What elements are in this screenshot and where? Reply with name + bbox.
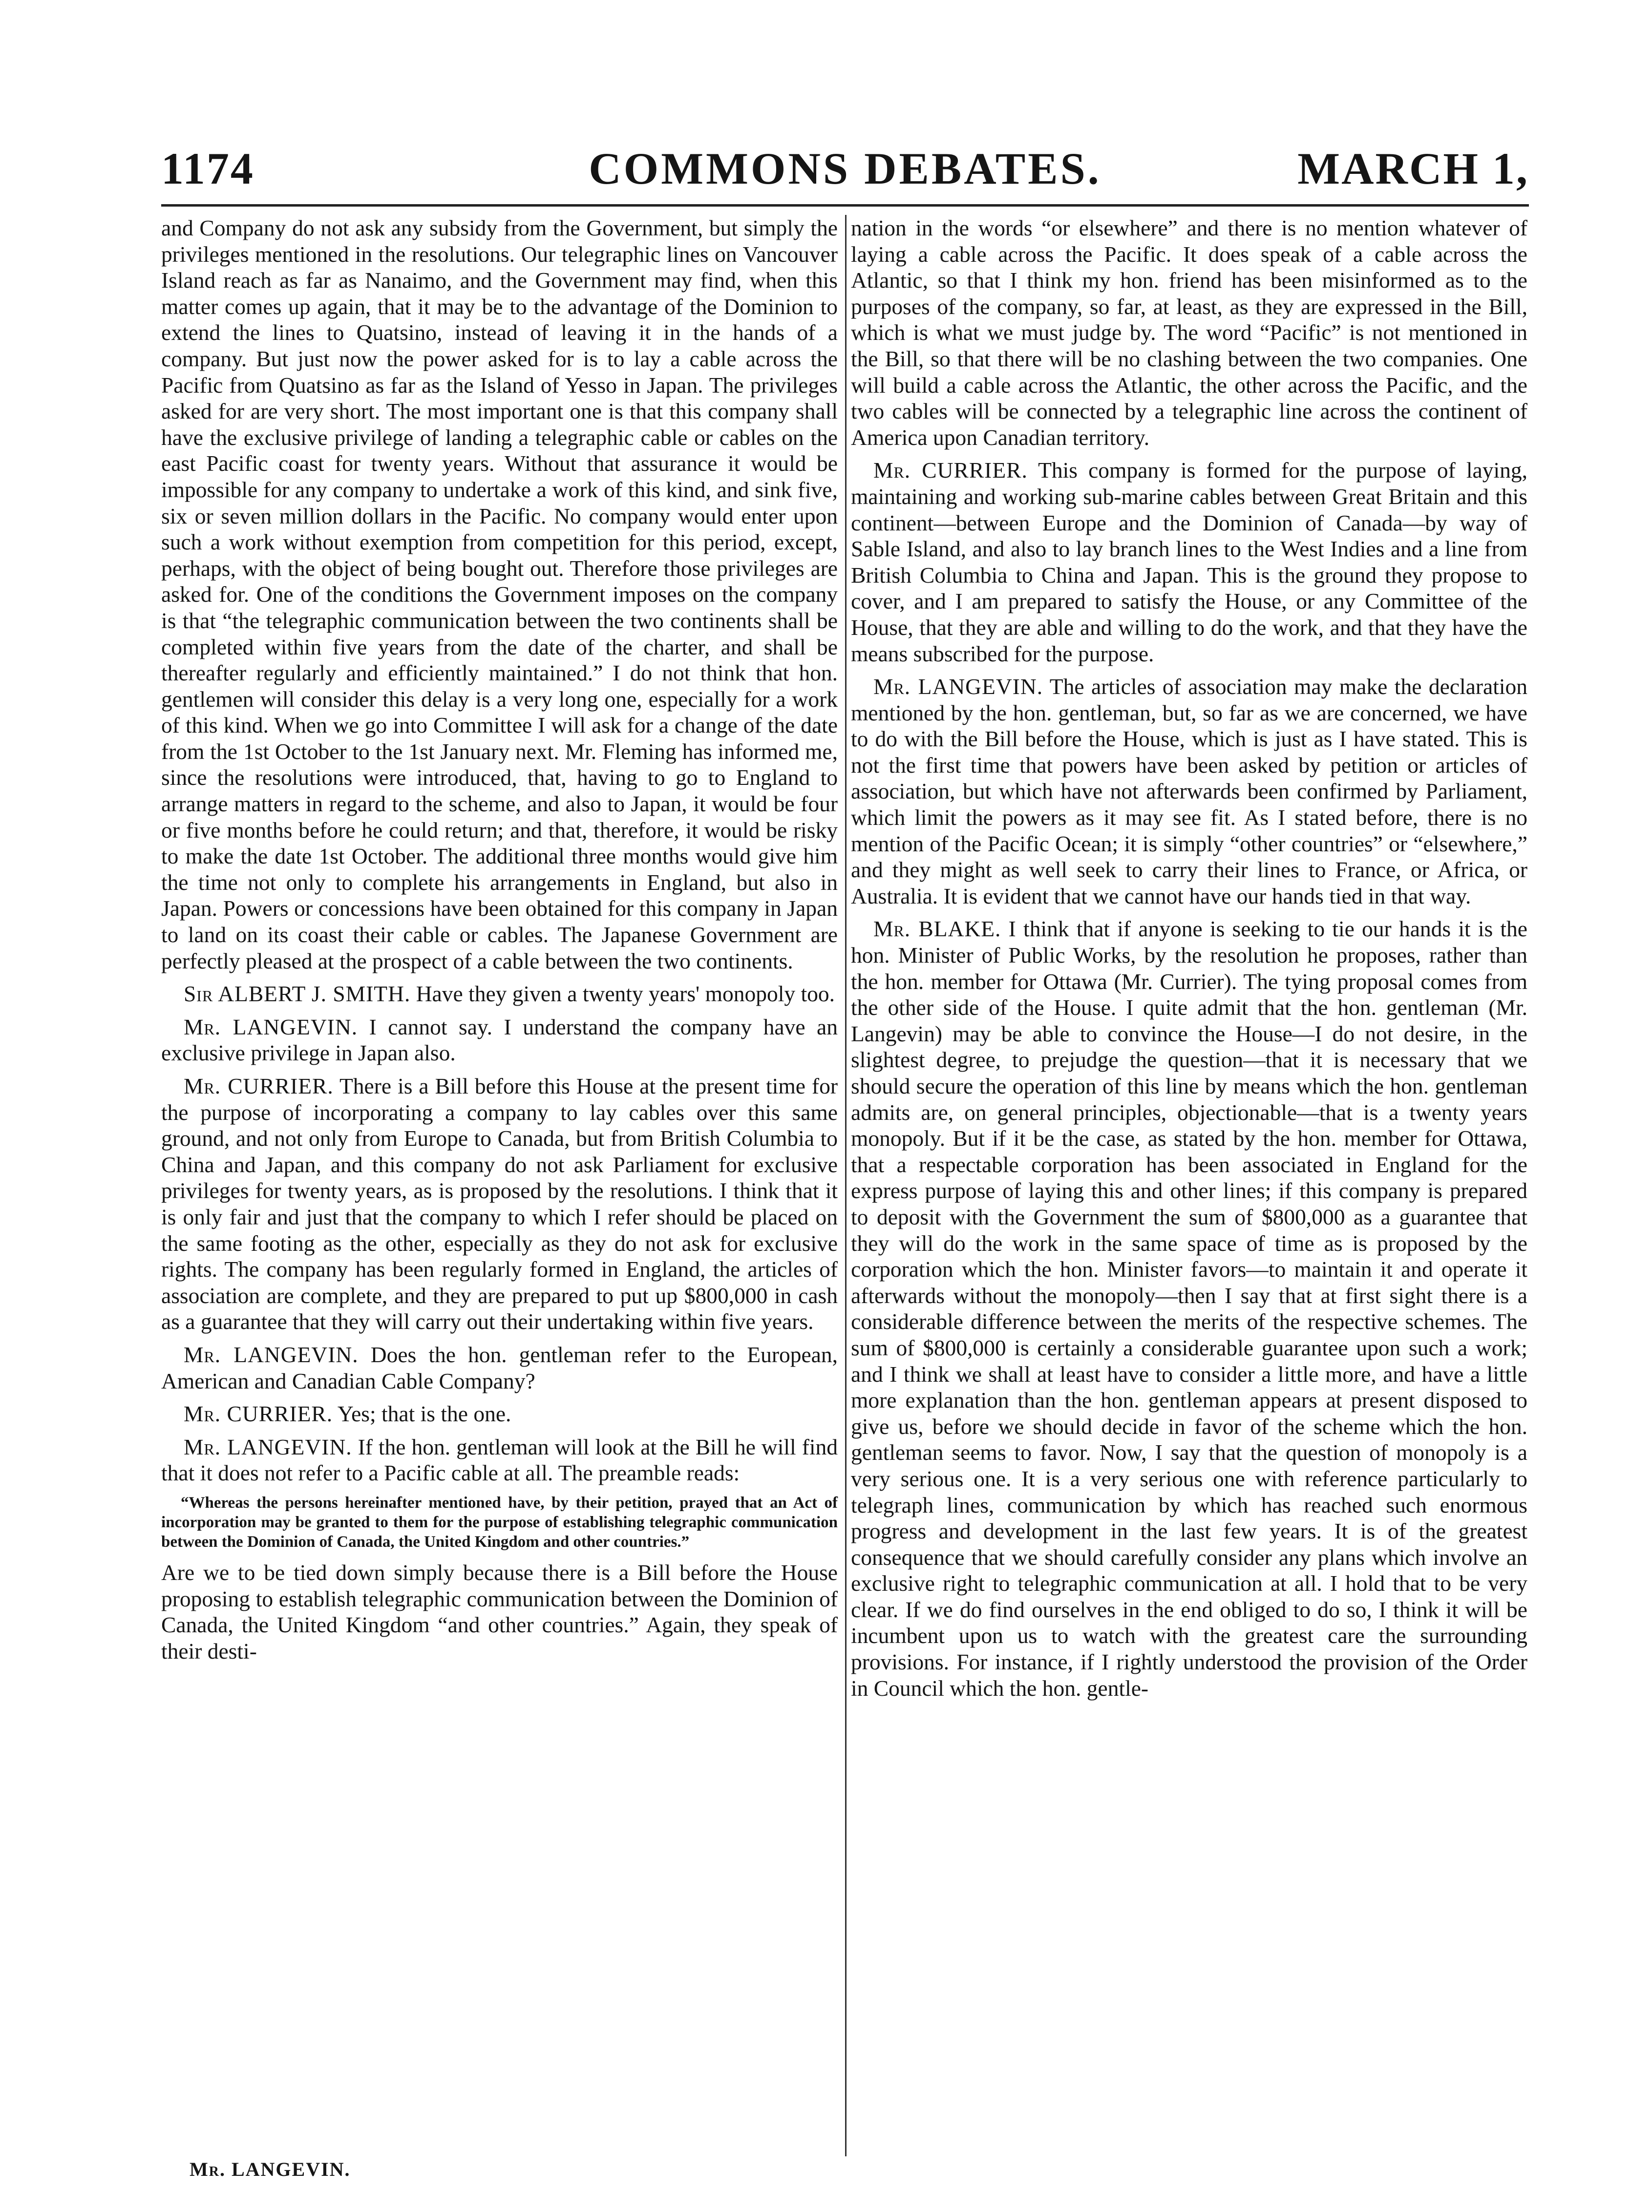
paragraph — [161, 1342, 838, 1394]
speaker-name: Mr. LANGEVIN. — [873, 674, 1043, 699]
paragraph — [161, 1401, 838, 1427]
journal-title: COMMONS DEBATES. — [589, 144, 1101, 193]
paragraph — [851, 457, 1527, 667]
speaker-name: Mr. BLAKE. — [873, 916, 1001, 942]
catchword: Mr. LANGEVIN. — [190, 2158, 351, 2180]
speech-text: I cannot say. I understand the company have an exclusive privilege in Japan also. — [161, 1014, 838, 1066]
paragraph — [161, 1073, 838, 1335]
speaker-name: Mr. LANGEVIN. — [184, 1342, 359, 1367]
paragraph — [161, 981, 838, 1007]
speech-text: The articles of association may make the declaration mentioned by the hon. gentleman, but, so far as we are concerned, we have to do with the Bill before the House, which is just as I have stated. This is not the first time that powers have been asked by petition or articles of association, but which have not afterwards been confirmed by Parliament, which limit the powers as it may see fit. As I stated before, there is no mention of the Pacific Ocean; it is simply “other countries” or “elsewhere,” and they might as well seek to carry their lines to France, or Africa, or Australia. It is evident that we cannot have our hands tied in that way. — [851, 674, 1527, 908]
header-rule — [161, 204, 1529, 207]
column-divider — [845, 215, 847, 2156]
speech-text: I think that if anyone is seeking to tie our hands it is the hon. Minister of Public Works, by the resolution he proposes, rather than the hon. member for Ottawa (Mr. Currier). The tying proposal comes from the other side of the House. I quite admit that the hon. gentleman (Mr. Langevin) may be able to convince the House—I do not desire, in the slightest degree, to prejudge the question—that it is necessary that we should secure the operation of this line by means which the hon. gentleman admits are, on general principles, objectionable—that is a twenty years monopoly. But if it be the case, as stated by the hon. member for Ottawa, that a respectable corporation has been associated in England for the express purpose of laying this and other lines; if this company is prepared to deposit with the Government the sum of $800,000 as a guarantee that they will do the work in the same space of time as is proposed by the corporation which the hon. Minister favors—to maintain it and operate it afterwards without the monopoly—then I say that at first sight there is a considerable difference between the merits of the respective schemes. The sum of $800,000 is certainly a considerable guarantee upon such a work; and I think we shall at least have to consider a little more, and have a little more explanation than the hon. gentleman appears at present disposed to give us, before we should decide in favor of the scheme which the hon. gentleman seems to favor. Now, I say that the question of monopoly is a very serious one. It is a very serious one with reference particularly to telegraph lines, communication by which has reached such enormous progress and development in the last few years. It is of the greatest consequence that we should carefully consider any plans which involve an exclusive right to telegraphic communication at all. I hold that to be very clear. If we do find ourselves in the end obliged to do so, I think it will be incumbent upon us to watch with the greatest care the surrounding provisions. For instance, if I rightly understood the provision of the Order in Council which the hon. gentle- — [851, 916, 1528, 1701]
paragraph — [851, 916, 1527, 1701]
page-header — [161, 143, 1529, 196]
page-date: MARCH 1, — [1297, 144, 1529, 193]
speech-text: Yes; that is the one. — [337, 1401, 511, 1427]
speech-text: Have they given a twenty years' monopoly too. — [416, 981, 835, 1007]
speaker-name: Mr. CURRIER. — [184, 1401, 333, 1427]
speech-text: There is a Bill before this House at the present time for the purpose of incorporating a company to lay cables over this same ground, and not only from Europe to Canada, but from British Columbia to China and Japan, and this company do not ask Parliament for exclusive privileges for twenty years, as is proposed by the resolutions. I think that it is only fair and just that the company to which I refer should be placed on the same footing as the other, especially as they do not ask for exclusive rights. The company has been regularly formed in England, the articles of association are complete, and they are prepared to put up $800,000 in cash as a guarantee that they will carry out their undertaking within five years. — [161, 1074, 838, 1334]
page-number: 1174 — [161, 144, 254, 193]
paragraph: and Company do not ask any subsidy from the Government, but simply the privileges mentioned in the resolutions. Our telegraphic lines on Vancouver Island reach as far as Nanaimo, and the Government may find, when this matter comes up again, that it may be to the advantage of the Dominion to extend the lines to Quatsino, instead of leaving it in the hands of a company. But just now the power asked for is to lay a cable across the Pacific from Quatsino as far as the Island of Yesso in Japan. The privileges asked for are very short. The most important one is that this company shall have the exclusive privilege of landing a telegraphic cable or cables on the east Pacific coast for twenty years. Without that assurance it would be impossible for any company to undertake a work of this kind, and sink five, six or seven million dollars in the Pacific. No company would enter upon such a work without exemption from competition for this period, except, perhaps, with the object of being bought out. Therefore those privileges are asked for. One of the conditions the Government imposes on the company is that “the telegraphic communication between the two continents shall be completed within five years from the date of the charter, and shall be thereafter regularly and efficiently maintained.” I do not think that hon. gentlemen will consider this delay is a very long one, especially for a work of this kind. When we go into Committee I will ask for a change of the date from the 1st October to the 1st January next. Mr. Fleming has informed me, since the resolutions were introduced, that, having to go to England to arrange matters in regard to the scheme, and also to Japan, it would be four or five months before he could return; and that, therefore, it would be risky to make the date 1st October. The additional three months would give him the time not only to complete his arrangements in England, but also in Japan. Powers or concessions have been obtained for this company in Japan to land on its coast their cable or cables. The Japanese Government are perfectly pleased at the prospect of a cable between the two continents. — [161, 215, 838, 973]
paragraph: Are we to be tied down simply because there is a Bill before the House proposing to establish telegraphic communication between the Dominion of Canada, the United Kingdom “and other countries.” Again, they speak of their desti- — [161, 1559, 838, 1664]
preamble-quote: “Whereas the persons hereinafter mentioned have, by their petition, prayed that an Act of incorporation may be granted to them for the purpose of establishing telegraphic communication between the Dominion of Canada, the United Kingdom and other countries.” — [161, 1494, 838, 1551]
paragraph — [161, 1014, 838, 1066]
paragraph — [161, 1434, 838, 1486]
speech-text: This company is formed for the purpose of laying, maintaining and working sub-marine cables between Great Britain and this continent—between Europe and the Dominion of Canada—by way of Sable Island, and also to lay branch lines to the West Indies and a line from British Columbia to China and Japan. This is the ground they propose to cover, and I am prepared to satisfy the House, or any Committee of the House, that they are able and willing to do the work, and that they have the means subscribed for the purpose. — [851, 458, 1527, 666]
speaker-name: Sir ALBERT J. SMITH. — [184, 981, 411, 1007]
paragraph: nation in the words “or elsewhere” and there is no mention whatever of laying a cable across the Pacific. It does speak of a cable across the Atlantic, so that I think my hon. friend has been misinformed as to the purposes of the company, so far, at least, as they are expressed in the Bill, which is what we must judge by. The word “Pacific” is not mentioned in the Bill, so that there will be no clashing between the two companies. One will build a cable across the Atlantic, the other across the Pacific, and the two cables will be connected by a telegraphic line across the continent of America upon Canadian territory. — [851, 215, 1527, 450]
speaker-name: Mr. CURRIER. — [873, 458, 1028, 483]
left-column — [161, 215, 838, 1671]
speaker-name: Mr. LANGEVIN. — [184, 1434, 352, 1459]
right-column — [851, 215, 1527, 1708]
speech-text: Does the hon. gentleman refer to the European, American and Canadian Cable Company? — [161, 1342, 838, 1393]
speaker-name: Mr. CURRIER. — [184, 1074, 334, 1098]
paragraph — [851, 674, 1527, 909]
speech-text: If the hon. gentleman will look at the Bill he will find that it does not refer to a Pacific cable at all. The preamble reads: — [161, 1434, 838, 1486]
speaker-name: Mr. LANGEVIN. — [184, 1014, 358, 1039]
